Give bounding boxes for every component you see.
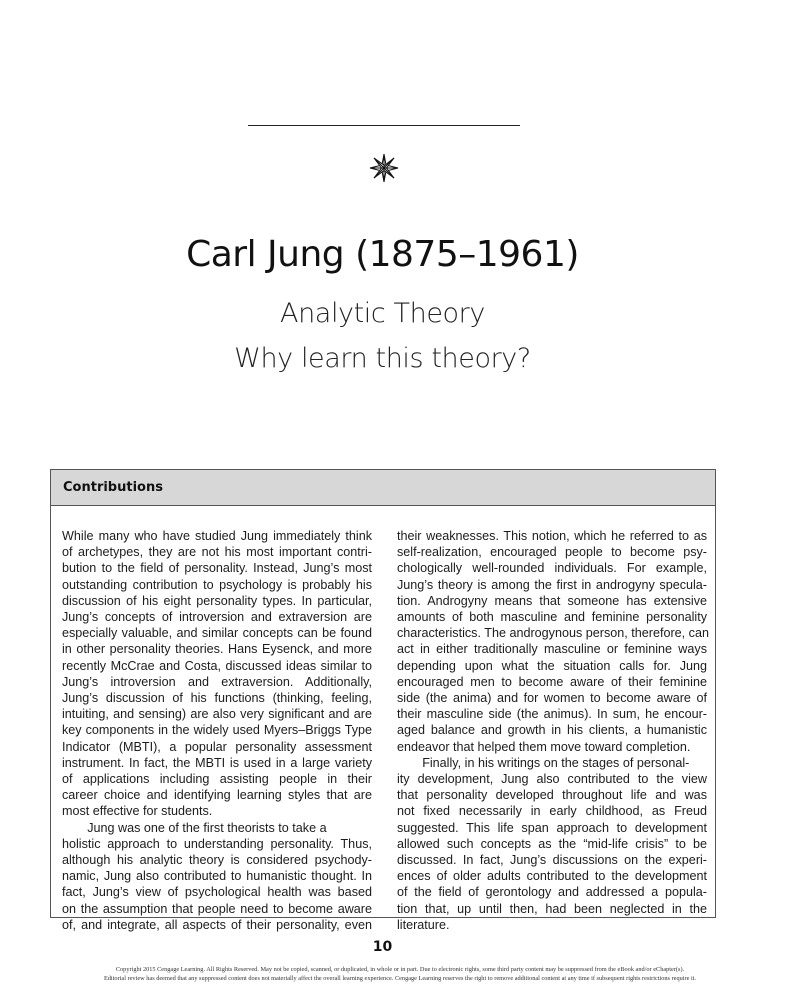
- text-line: Jung’s concepts of introversion and extraversion are: [62, 610, 372, 625]
- text-line: most effective for students.: [62, 804, 213, 819]
- text-line: encouraged men to become aware of their feminine: [397, 674, 707, 689]
- text-line: their masculine side (the animus). In sum, he encour-: [397, 707, 707, 722]
- contributions-box: [50, 469, 716, 932]
- text-line: Indicator (MBTI), a popular personality assessment: [62, 739, 372, 754]
- text-line: Finally, in his writings on the stages of personal-: [397, 755, 690, 770]
- text-line: bution to the field of personality. Instead, Jung’s most: [62, 561, 372, 576]
- chapter-subtitle: Analytic Theory: [280, 298, 485, 329]
- chapter-question: Why learn this theory?: [234, 343, 531, 374]
- text-line: outstanding contribution to psychology is probably his: [62, 577, 372, 592]
- text-line: holistic approach to understanding personality. Thus,: [62, 836, 372, 851]
- text-line: Jung was one of the first theorists to take a: [62, 820, 327, 835]
- text-line: fact, Jung’s view of psychological health was based: [62, 885, 372, 900]
- text-line: tion. Androgyny means that someone has extensive: [397, 593, 707, 608]
- contributions-heading: Contributions: [51, 470, 715, 506]
- text-line: of archetypes, they are not his most important contri-: [62, 545, 372, 560]
- text-line: of, and integrate, all aspects of their personality, even: [62, 917, 372, 932]
- text-line: suggested. This life span approach to development: [397, 820, 707, 835]
- text-line: of applications including assisting people in their: [62, 772, 372, 787]
- text-line: discussed. In fact, Jung’s discussions on the experi-: [397, 853, 707, 868]
- text-line: key components in the widely used Myers–Briggs Type: [62, 723, 372, 738]
- text-line: depending upon what the situation calls for. Jung: [397, 658, 707, 673]
- text-line: career choice and identifying learning styles that are: [62, 788, 372, 803]
- text-line: discussion of his eight personality types. In particular,: [62, 593, 372, 608]
- text-line: of the field of gerontology and addressed a popula-: [397, 885, 707, 900]
- text-line: side (the anima) and for women to become aware of: [397, 691, 707, 706]
- text-line: chologically well-rounded individuals. For example,: [397, 561, 707, 576]
- text-line: aged balance and growth in his clients, a humanistic: [397, 723, 707, 738]
- text-line: especially valuable, and similar concepts can be found: [62, 626, 372, 641]
- text-line: Jung’s introversion and extraversion. Additionally,: [62, 674, 372, 689]
- text-line: allowed such concepts as the “mid-life crisis” to be: [397, 836, 707, 851]
- text-line: While many who have studied Jung immediately think: [62, 529, 372, 543]
- text-line: tion that, up until then, had been neglected in the: [397, 901, 707, 916]
- top-rule: [248, 125, 520, 126]
- page-number: 10: [372, 939, 393, 955]
- text-line: amounts of both masculine and feminine personality: [397, 610, 707, 625]
- text-line: endeavor that helped them move toward completion.: [397, 739, 691, 754]
- page-title: Carl Jung (1875–1961): [186, 234, 579, 275]
- copyright-notice-line-2: Editorial review has deemed that any suppressed content does not materially affect the overall learning experience. Cengage Learning reserves the right to remove additional content at any time if subsequent rights restrictions require it.: [103, 975, 697, 982]
- text-line: characteristics. The androgynous person, therefore, can: [397, 626, 709, 641]
- text-line: namic, Jung also contributed to humanistic thought. In: [62, 869, 372, 884]
- text-line: that personality developed throughout life and was: [397, 788, 707, 803]
- text-line: their weaknesses. This notion, which he referred to as: [397, 529, 707, 543]
- right-text-column: [397, 528, 707, 933]
- compass-star-icon: [369, 153, 399, 183]
- text-line: Jung’s theory is among the first in androgyny specula-: [397, 577, 707, 592]
- text-line: literature.: [397, 917, 450, 932]
- text-line: in other personality theories. Hans Eysenck, and more: [62, 642, 372, 657]
- text-line: not fixed necessarily in early childhood, as Freud: [397, 804, 707, 819]
- text-line: act in either traditionally masculine or feminine ways: [397, 642, 707, 657]
- left-text-column: [62, 528, 372, 933]
- text-line: on the assumption that people need to become aware: [62, 901, 372, 916]
- text-line: Jung’s discussion of his functions (thinking, feeling,: [62, 691, 372, 706]
- text-line: ences of older adults contributed to the development: [397, 869, 707, 884]
- text-line: instrument. In fact, the MBTI is used in a large variety: [62, 755, 372, 770]
- copyright-notice-line-1: Copyright 2015 Cengage Learning. All Rights Reserved. May not be copied, scanned, or duplicated, in whole or in part. Due to electronic rights, some third party content may be suppressed from the eBook and/or eChapter(s).: [115, 966, 685, 973]
- text-line: although his analytic theory is considered psychody-: [62, 853, 372, 868]
- text-line: recently McCrae and Costa, discussed ideas similar to: [62, 658, 372, 673]
- text-line: intuiting, and sensing) are also very significant and are: [62, 707, 372, 722]
- text-line: self-realization, encouraged people to become psy-: [397, 545, 707, 560]
- text-line: ity development, Jung also contributed to the view: [397, 772, 707, 787]
